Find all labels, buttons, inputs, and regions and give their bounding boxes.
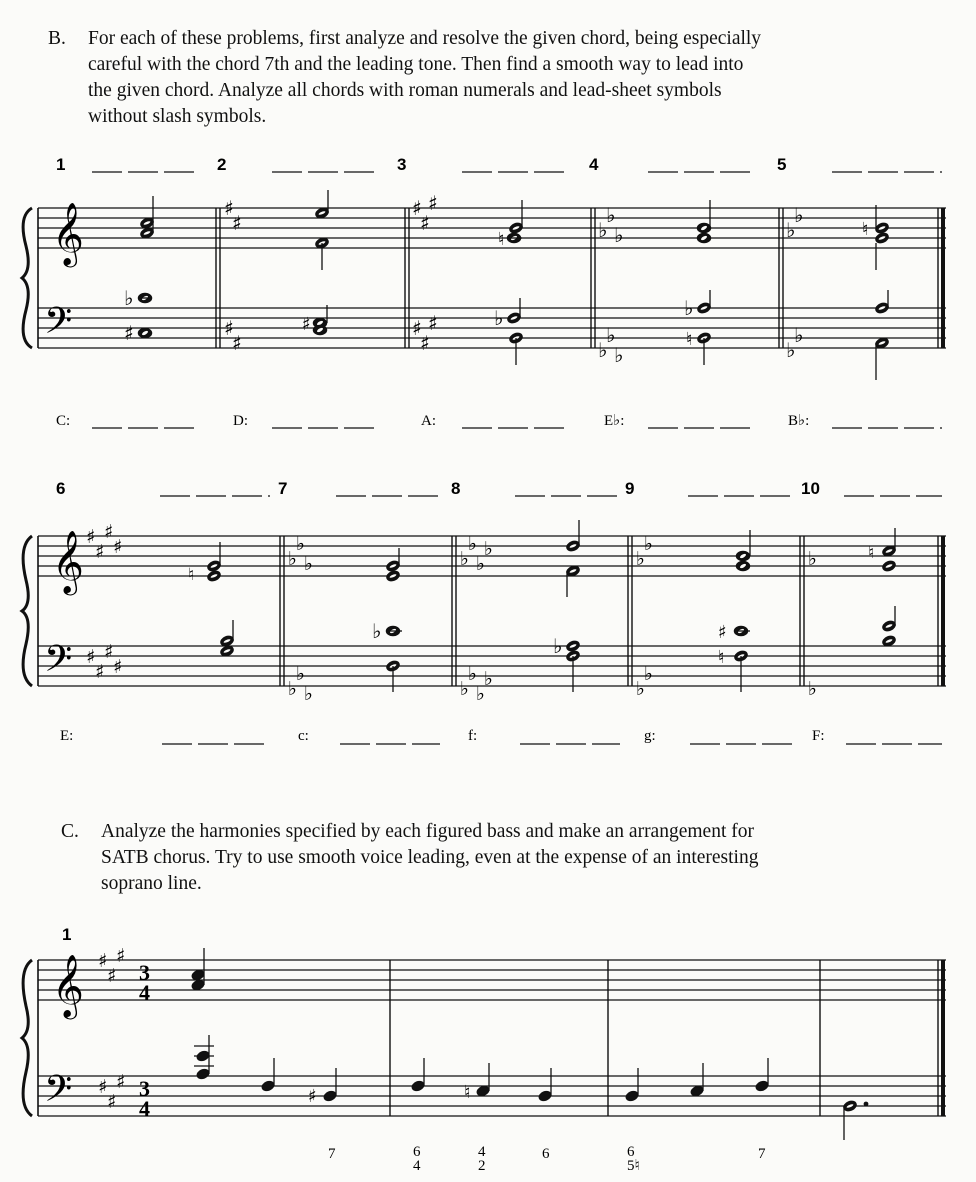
key-label-c-minor: c: — [298, 728, 309, 744]
section-c-label: C. — [61, 821, 79, 842]
note — [196, 1050, 210, 1062]
flat-icon: ♭ — [636, 548, 645, 570]
flat-icon: ♭ — [124, 286, 134, 310]
note — [881, 620, 896, 633]
measure-number-1: 1 — [56, 155, 66, 174]
sharp-icon: ♯ — [113, 536, 123, 558]
flat-icon: ♭ — [476, 553, 485, 575]
measure-number-row-1 — [56, 155, 942, 174]
key-labels-2 — [60, 728, 942, 744]
section-b-label: B. — [48, 28, 66, 49]
note — [385, 570, 400, 583]
clefs-3 — [44, 954, 84, 1119]
flat-icon: ♭ — [636, 678, 645, 700]
sharp-icon: ♯ — [95, 661, 105, 683]
flat-icon: ♭ — [296, 663, 305, 685]
measure-number-row-2 — [56, 479, 942, 498]
natural-icon: ♮ — [868, 543, 875, 563]
barlines-3 — [38, 960, 943, 1116]
note — [736, 561, 749, 570]
note — [696, 302, 711, 315]
bass-clef-icon: 𝄢 — [44, 1068, 73, 1119]
natural-icon: ♮ — [718, 647, 725, 668]
note — [206, 570, 221, 583]
treble-staff-1 — [38, 208, 946, 248]
note — [191, 979, 205, 991]
flat-icon: ♭ — [606, 323, 616, 347]
brace-1 — [22, 208, 32, 348]
figure-7: 7 — [328, 1146, 336, 1162]
flat-icon: ♭ — [794, 203, 804, 227]
treble-clef-icon: 𝄞 — [52, 954, 84, 1017]
figure-65-bottom: 5♮ — [627, 1158, 640, 1174]
note — [697, 223, 710, 232]
key-label-f-minor: f: — [468, 728, 478, 744]
note — [755, 1080, 769, 1092]
figure-65-top: 6 — [627, 1144, 635, 1160]
note — [690, 1085, 704, 1097]
sharp-icon: ♯ — [113, 656, 123, 678]
note — [385, 560, 400, 573]
flat-icon: ♭ — [614, 223, 624, 247]
sharp-icon: ♯ — [98, 950, 108, 972]
sharp-icon: ♯ — [308, 1086, 317, 1107]
note — [196, 1068, 210, 1080]
note — [842, 1100, 857, 1113]
flat-icon: ♭ — [460, 678, 469, 700]
figure-64-top: 6 — [413, 1144, 421, 1160]
measure-number-3: 3 — [397, 155, 407, 174]
sharp-icon: ♯ — [412, 316, 422, 340]
note — [508, 222, 523, 235]
treble-clef-icon: 𝄞 — [52, 202, 84, 265]
notes-3 — [191, 948, 869, 1140]
note — [697, 233, 710, 242]
note — [625, 1090, 639, 1102]
flat-icon: ♭ — [288, 678, 297, 700]
flat-icon: ♭ — [468, 663, 477, 685]
flat-icon: ♭ — [484, 668, 493, 690]
section-b-text: For each of these problems, first analyze and resolve the given chord, being especially careful with the chord 7th and the leading tone. Then find a smooth way to lead into the given chord. Analyze all chords with roman numerals and lead-sheet symbols without slash symbols. — [88, 28, 762, 127]
note — [874, 222, 889, 235]
natural-icon: ♮ — [464, 1082, 471, 1103]
sharp-icon: ♯ — [107, 1091, 117, 1113]
sharp-icon: ♯ — [95, 541, 105, 563]
time-sig-bottom: 4 — [139, 1096, 150, 1121]
flat-icon: ♭ — [304, 683, 313, 705]
note — [881, 560, 896, 573]
natural-icon: ♮ — [188, 565, 195, 585]
treble-clef-icon: 𝄞 — [52, 530, 84, 593]
flat-icon: ♭ — [468, 533, 477, 555]
flat-icon: ♭ — [786, 218, 796, 242]
sharp-icon: ♯ — [116, 945, 126, 967]
system-1 — [22, 155, 946, 429]
measure-number-2: 2 — [217, 155, 227, 174]
flat-icon: ♭ — [372, 619, 382, 643]
time-sig-top: 3 — [139, 960, 150, 985]
key-label-a: A: — [421, 413, 436, 429]
flat-icon: ♭ — [460, 548, 469, 570]
flat-icon: ♭ — [494, 306, 504, 330]
figure-6: 6 — [542, 1146, 550, 1162]
flat-icon: ♭ — [553, 634, 563, 658]
note — [411, 1080, 425, 1092]
brace-2 — [22, 536, 32, 686]
brace-3 — [22, 960, 32, 1116]
measure-number-10: 10 — [801, 479, 820, 498]
sharp-icon: ♯ — [420, 211, 430, 235]
flat-icon: ♭ — [794, 323, 804, 347]
measure-number-8: 8 — [451, 479, 461, 498]
system-3 — [22, 925, 946, 1174]
bass-staff-3 — [38, 1076, 946, 1116]
flat-icon: ♭ — [614, 343, 624, 367]
sharp-icon: ♯ — [104, 521, 114, 543]
sharp-icon: ♯ — [124, 321, 134, 345]
flat-icon: ♭ — [484, 538, 493, 560]
figure-42-bottom: 2 — [478, 1158, 486, 1174]
clefs-1 — [44, 202, 84, 351]
barlines-1 — [38, 208, 943, 348]
flat-icon: ♭ — [808, 678, 817, 700]
sharp-icon: ♯ — [302, 314, 311, 335]
measure-number-4: 4 — [589, 155, 599, 174]
sharp-icon: ♯ — [224, 316, 234, 340]
time-signatures-3 — [139, 960, 150, 1121]
flat-icon: ♭ — [644, 663, 653, 685]
flat-icon: ♭ — [684, 296, 694, 320]
treble-staff-3 — [38, 960, 946, 1000]
bass-clef-icon: 𝄢 — [44, 300, 73, 351]
measure-number-5: 5 — [777, 155, 787, 174]
measure-number-9: 9 — [625, 479, 635, 498]
sharp-icon: ♯ — [232, 211, 242, 235]
figure-7-second: 7 — [758, 1146, 766, 1162]
flat-icon: ♭ — [296, 533, 305, 555]
section-c-text: Analyze the harmonies specified by each figured bass and make an arrangement for SATB chorus. Try to use smooth voice leading, even at the expense of an interesting soprano line. — [101, 821, 759, 894]
note — [206, 560, 221, 573]
natural-icon: ♮ — [498, 229, 505, 250]
measure-number-7: 7 — [278, 479, 288, 498]
flat-icon: ♭ — [786, 338, 796, 362]
key-labels-1 — [56, 413, 942, 429]
flat-icon: ♭ — [808, 548, 817, 570]
bass-staff-1 — [38, 308, 946, 348]
time-sig-top: 3 — [139, 1076, 150, 1101]
figure-64-bottom: 4 — [413, 1158, 421, 1174]
note — [476, 1085, 490, 1097]
key-label-g-minor: g: — [644, 728, 656, 744]
flat-icon: ♭ — [288, 548, 297, 570]
key-label-c: C: — [56, 413, 71, 429]
time-sig-bottom: 4 — [139, 980, 150, 1005]
measure-number-c1: 1 — [62, 925, 72, 944]
flat-icon: ♭ — [606, 203, 616, 227]
figured-bass-figures — [328, 1144, 766, 1174]
note — [538, 1090, 552, 1102]
sharp-icon: ♯ — [412, 196, 422, 220]
key-label-d: D: — [233, 413, 248, 429]
sharp-icon: ♯ — [86, 526, 96, 548]
sharp-icon: ♯ — [718, 622, 727, 643]
flat-icon: ♭ — [304, 553, 313, 575]
sharp-icon: ♯ — [98, 1076, 108, 1098]
flat-icon: ♭ — [644, 533, 653, 555]
sharp-icon: ♯ — [107, 965, 117, 987]
sharp-icon: ♯ — [420, 331, 430, 355]
flat-icon: ♭ — [476, 683, 485, 705]
system-2 — [22, 479, 946, 744]
note — [191, 969, 205, 981]
flat-icon: ♭ — [598, 218, 608, 242]
note — [323, 1090, 337, 1102]
note — [736, 551, 749, 560]
natural-icon: ♮ — [686, 329, 693, 350]
figure-42-top: 4 — [478, 1144, 486, 1160]
note — [313, 325, 326, 334]
note — [138, 328, 151, 337]
sharp-icon: ♯ — [428, 191, 438, 215]
clefs-2 — [44, 530, 84, 689]
sharp-icon: ♯ — [116, 1071, 126, 1093]
sharp-icon: ♯ — [428, 311, 438, 335]
note — [506, 312, 521, 325]
note — [565, 540, 580, 553]
key-label-e: E: — [60, 728, 74, 744]
note — [874, 232, 889, 245]
key-label-eb: E♭: — [604, 413, 625, 429]
bass-clef-icon: 𝄢 — [44, 638, 73, 689]
key-label-f: F: — [812, 728, 825, 744]
note — [261, 1080, 275, 1092]
natural-icon: ♮ — [862, 219, 869, 240]
sharp-icon: ♯ — [86, 646, 96, 668]
sharp-icon: ♯ — [232, 331, 242, 355]
note — [565, 640, 580, 653]
key-label-bb: B♭: — [788, 413, 810, 429]
sharp-icon: ♯ — [224, 196, 234, 220]
flat-icon: ♭ — [598, 338, 608, 362]
measure-number-6: 6 — [56, 479, 66, 498]
sharp-icon: ♯ — [104, 641, 114, 663]
note — [874, 302, 889, 315]
